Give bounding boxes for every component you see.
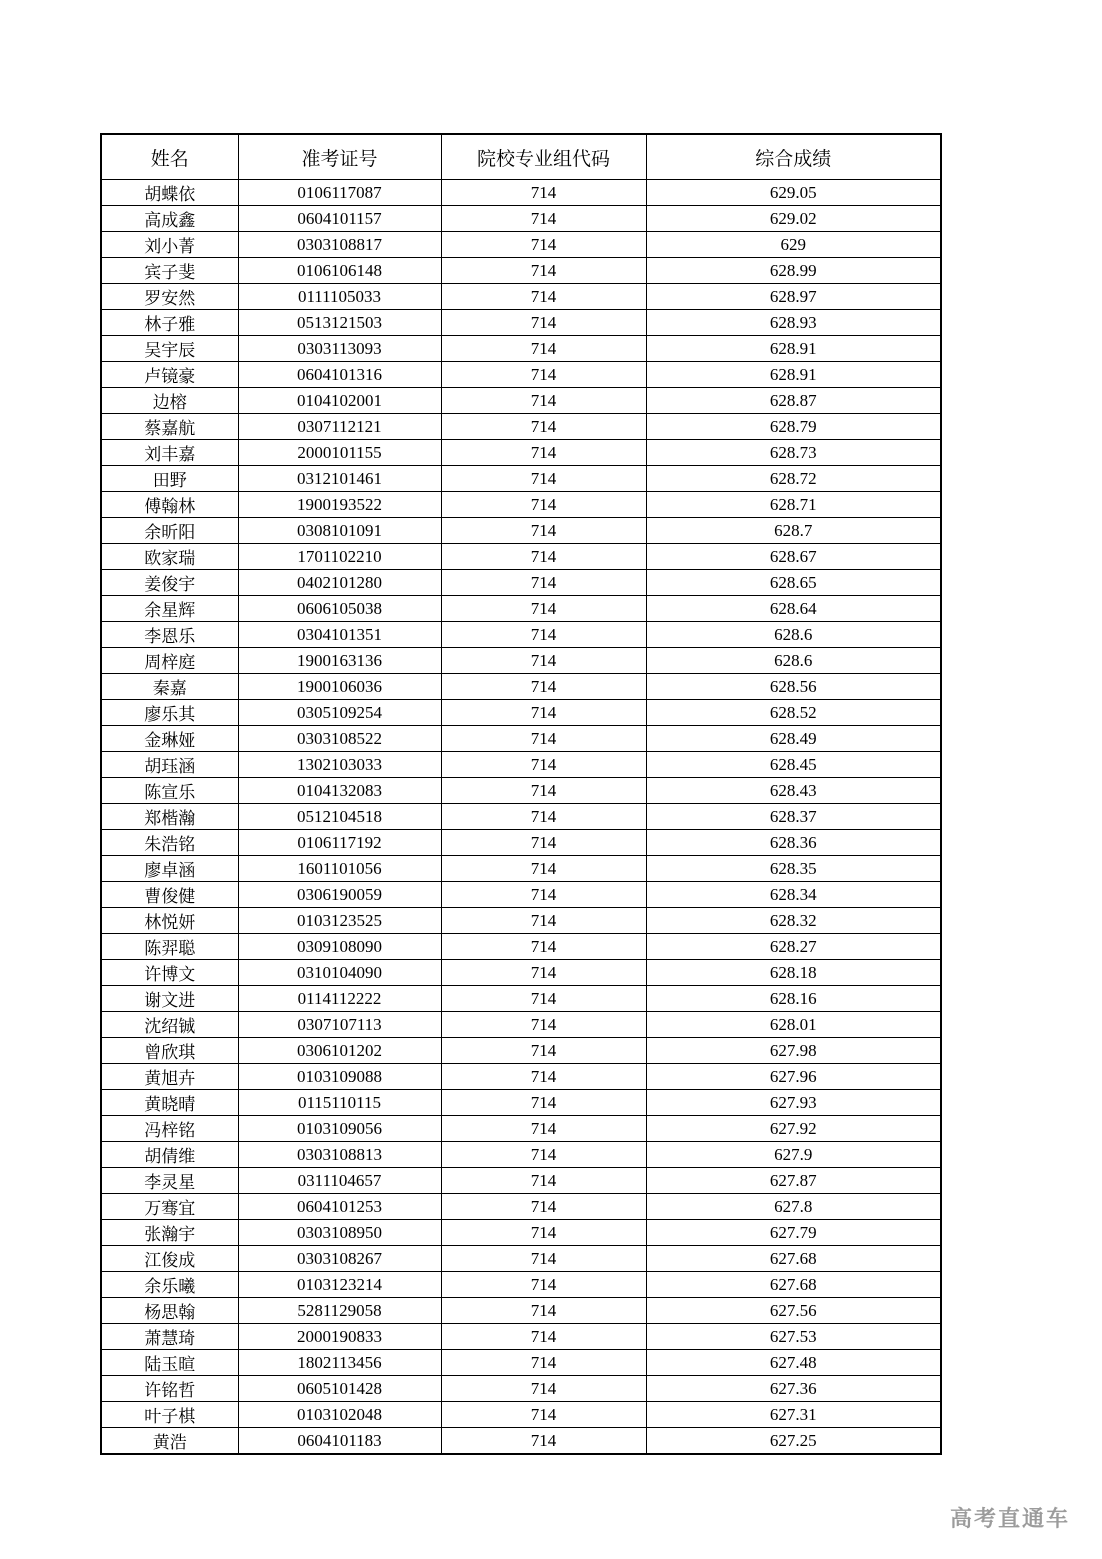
table-cell: 0104102001 bbox=[238, 388, 441, 414]
table-row bbox=[101, 518, 941, 544]
table-row bbox=[101, 1038, 941, 1064]
table-cell: 0513121503 bbox=[238, 310, 441, 336]
table-cell: 周梓庭 bbox=[101, 648, 238, 674]
table-cell: 627.92 bbox=[646, 1116, 941, 1142]
table-cell: 714 bbox=[441, 1402, 646, 1428]
table-cell: 628.36 bbox=[646, 830, 941, 856]
table-cell: 714 bbox=[441, 1220, 646, 1246]
table-cell: 冯梓铭 bbox=[101, 1116, 238, 1142]
table-row bbox=[101, 232, 941, 258]
table-cell: 万骞宜 bbox=[101, 1194, 238, 1220]
table-row bbox=[101, 1298, 941, 1324]
table-row bbox=[101, 1168, 941, 1194]
table-cell: 卢镜豪 bbox=[101, 362, 238, 388]
table-cell: 627.8 bbox=[646, 1194, 941, 1220]
table-cell: 田野 bbox=[101, 466, 238, 492]
table-cell: 2000101155 bbox=[238, 440, 441, 466]
table-cell: 714 bbox=[441, 518, 646, 544]
table-cell: 714 bbox=[441, 908, 646, 934]
table-cell: 0303108267 bbox=[238, 1246, 441, 1272]
table-cell: 628.67 bbox=[646, 544, 941, 570]
column-header: 院校专业组代码 bbox=[441, 134, 646, 180]
table-cell: 胡珏涵 bbox=[101, 752, 238, 778]
table-cell: 0103109056 bbox=[238, 1116, 441, 1142]
table-cell: 714 bbox=[441, 986, 646, 1012]
table-cell: 628.43 bbox=[646, 778, 941, 804]
table-cell: 714 bbox=[441, 856, 646, 882]
table-row bbox=[101, 180, 941, 206]
table-row bbox=[101, 362, 941, 388]
table-cell: 1802113456 bbox=[238, 1350, 441, 1376]
table-row bbox=[101, 882, 941, 908]
table-cell: 714 bbox=[441, 622, 646, 648]
table-cell: 0304101351 bbox=[238, 622, 441, 648]
table-row bbox=[101, 856, 941, 882]
table-cell: 714 bbox=[441, 440, 646, 466]
table-cell: 胡蝶依 bbox=[101, 180, 238, 206]
score-table bbox=[100, 133, 942, 1455]
table-cell: 627.68 bbox=[646, 1272, 941, 1298]
table-cell: 628.37 bbox=[646, 804, 941, 830]
table-cell: 5281129058 bbox=[238, 1298, 441, 1324]
table-row bbox=[101, 284, 941, 310]
table-row bbox=[101, 310, 941, 336]
table-cell: 廖卓涵 bbox=[101, 856, 238, 882]
table-row bbox=[101, 622, 941, 648]
table-cell: 627.96 bbox=[646, 1064, 941, 1090]
table-cell: 黄晓晴 bbox=[101, 1090, 238, 1116]
table-cell: 林悦妍 bbox=[101, 908, 238, 934]
table-cell: 2000190833 bbox=[238, 1324, 441, 1350]
table-row bbox=[101, 908, 941, 934]
table-cell: 628.7 bbox=[646, 518, 941, 544]
table-cell: 0103102048 bbox=[238, 1402, 441, 1428]
table-cell: 0605101428 bbox=[238, 1376, 441, 1402]
table-cell: 0303108817 bbox=[238, 232, 441, 258]
table-row bbox=[101, 1324, 941, 1350]
table-cell: 627.98 bbox=[646, 1038, 941, 1064]
table-cell: 0312101461 bbox=[238, 466, 441, 492]
table-cell: 628.87 bbox=[646, 388, 941, 414]
table-cell: 黄浩 bbox=[101, 1428, 238, 1455]
table-row bbox=[101, 206, 941, 232]
table-row bbox=[101, 1376, 941, 1402]
table-cell: 714 bbox=[441, 1298, 646, 1324]
table-cell: 李恩乐 bbox=[101, 622, 238, 648]
table-cell: 陆玉暄 bbox=[101, 1350, 238, 1376]
table-cell: 628.6 bbox=[646, 648, 941, 674]
table-cell: 姜俊宇 bbox=[101, 570, 238, 596]
table-row bbox=[101, 1064, 941, 1090]
table-cell: 0306190059 bbox=[238, 882, 441, 908]
table-cell: 714 bbox=[441, 258, 646, 284]
table-cell: 714 bbox=[441, 180, 646, 206]
table-cell: 628.16 bbox=[646, 986, 941, 1012]
table-cell: 714 bbox=[441, 726, 646, 752]
table-row bbox=[101, 1246, 941, 1272]
table-header-row bbox=[101, 134, 941, 180]
table-cell: 许铭哲 bbox=[101, 1376, 238, 1402]
table-cell: 0106106148 bbox=[238, 258, 441, 284]
table-cell: 曾欣琪 bbox=[101, 1038, 238, 1064]
table-cell: 714 bbox=[441, 1168, 646, 1194]
table-cell: 714 bbox=[441, 544, 646, 570]
table-cell: 0512104518 bbox=[238, 804, 441, 830]
table-cell: 0303108813 bbox=[238, 1142, 441, 1168]
table-cell: 0308101091 bbox=[238, 518, 441, 544]
table-cell: 628.52 bbox=[646, 700, 941, 726]
table-cell: 杨思翰 bbox=[101, 1298, 238, 1324]
table-cell: 0307112121 bbox=[238, 414, 441, 440]
table-cell: 714 bbox=[441, 882, 646, 908]
table-cell: 714 bbox=[441, 232, 646, 258]
table-row bbox=[101, 544, 941, 570]
table-cell: 1900193522 bbox=[238, 492, 441, 518]
table-row bbox=[101, 960, 941, 986]
table-cell: 0606105038 bbox=[238, 596, 441, 622]
table-cell: 627.56 bbox=[646, 1298, 941, 1324]
table-cell: 沈绍铖 bbox=[101, 1012, 238, 1038]
table-cell: 余昕阳 bbox=[101, 518, 238, 544]
table-cell: 628.72 bbox=[646, 466, 941, 492]
table-cell: 714 bbox=[441, 960, 646, 986]
table-cell: 627.93 bbox=[646, 1090, 941, 1116]
table-cell: 628.91 bbox=[646, 362, 941, 388]
table-cell: 714 bbox=[441, 388, 646, 414]
table-cell: 吴宇辰 bbox=[101, 336, 238, 362]
table-cell: 陈宣乐 bbox=[101, 778, 238, 804]
table-cell: 714 bbox=[441, 1350, 646, 1376]
table-cell: 627.36 bbox=[646, 1376, 941, 1402]
table-cell: 谢文进 bbox=[101, 986, 238, 1012]
table-body bbox=[101, 180, 941, 1455]
table-cell: 张瀚宇 bbox=[101, 1220, 238, 1246]
table-cell: 628.97 bbox=[646, 284, 941, 310]
table-cell: 714 bbox=[441, 934, 646, 960]
table-cell: 628.71 bbox=[646, 492, 941, 518]
table-row bbox=[101, 570, 941, 596]
table-cell: 628.93 bbox=[646, 310, 941, 336]
table-cell: 0305109254 bbox=[238, 700, 441, 726]
table-cell: 628.34 bbox=[646, 882, 941, 908]
table-cell: 628.79 bbox=[646, 414, 941, 440]
table-cell: 0604101316 bbox=[238, 362, 441, 388]
table-cell: 714 bbox=[441, 1142, 646, 1168]
table-cell: 714 bbox=[441, 830, 646, 856]
table-cell: 江俊成 bbox=[101, 1246, 238, 1272]
table-cell: 0604101183 bbox=[238, 1428, 441, 1455]
table-cell: 宾子斐 bbox=[101, 258, 238, 284]
table-cell: 628.6 bbox=[646, 622, 941, 648]
table-cell: 廖乐其 bbox=[101, 700, 238, 726]
table-cell: 628.45 bbox=[646, 752, 941, 778]
table-row bbox=[101, 1428, 941, 1455]
table-cell: 黄旭卉 bbox=[101, 1064, 238, 1090]
table-row bbox=[101, 674, 941, 700]
table-cell: 714 bbox=[441, 1038, 646, 1064]
table-cell: 714 bbox=[441, 310, 646, 336]
table-cell: 714 bbox=[441, 336, 646, 362]
table-row bbox=[101, 1402, 941, 1428]
table-cell: 余乐曦 bbox=[101, 1272, 238, 1298]
table-cell: 胡倩维 bbox=[101, 1142, 238, 1168]
table-cell: 714 bbox=[441, 362, 646, 388]
table-cell: 罗安然 bbox=[101, 284, 238, 310]
table-cell: 629 bbox=[646, 232, 941, 258]
table-cell: 高成鑫 bbox=[101, 206, 238, 232]
table-row bbox=[101, 440, 941, 466]
table-cell: 627.48 bbox=[646, 1350, 941, 1376]
table-cell: 628.01 bbox=[646, 1012, 941, 1038]
table-row bbox=[101, 1090, 941, 1116]
column-header: 综合成绩 bbox=[646, 134, 941, 180]
table-cell: 714 bbox=[441, 1376, 646, 1402]
table-row bbox=[101, 258, 941, 284]
column-header: 姓名 bbox=[101, 134, 238, 180]
table-row bbox=[101, 596, 941, 622]
watermark-text: 高考直通车 bbox=[949, 1506, 1070, 1531]
table-cell: 629.02 bbox=[646, 206, 941, 232]
table-cell: 0604101157 bbox=[238, 206, 441, 232]
table-row bbox=[101, 752, 941, 778]
table-row bbox=[101, 648, 941, 674]
table-cell: 714 bbox=[441, 414, 646, 440]
table-row bbox=[101, 1142, 941, 1168]
table-cell: 1601101056 bbox=[238, 856, 441, 882]
table-row bbox=[101, 778, 941, 804]
table-cell: 0106117192 bbox=[238, 830, 441, 856]
table-cell: 1900163136 bbox=[238, 648, 441, 674]
table-cell: 0306101202 bbox=[238, 1038, 441, 1064]
table-cell: 714 bbox=[441, 648, 646, 674]
table-cell: 627.31 bbox=[646, 1402, 941, 1428]
table-cell: 628.91 bbox=[646, 336, 941, 362]
table-cell: 0310104090 bbox=[238, 960, 441, 986]
table-row bbox=[101, 986, 941, 1012]
table-cell: 628.32 bbox=[646, 908, 941, 934]
table-cell: 714 bbox=[441, 284, 646, 310]
table-cell: 628.18 bbox=[646, 960, 941, 986]
table-cell: 714 bbox=[441, 1064, 646, 1090]
table-cell: 李灵星 bbox=[101, 1168, 238, 1194]
table-cell: 秦嘉 bbox=[101, 674, 238, 700]
table-cell: 蔡嘉航 bbox=[101, 414, 238, 440]
table-row bbox=[101, 492, 941, 518]
table-cell: 0111105033 bbox=[238, 284, 441, 310]
table-cell: 0311104657 bbox=[238, 1168, 441, 1194]
table-cell: 0307107113 bbox=[238, 1012, 441, 1038]
table-cell: 627.25 bbox=[646, 1428, 941, 1455]
table-cell: 刘丰嘉 bbox=[101, 440, 238, 466]
table-cell: 陈羿聪 bbox=[101, 934, 238, 960]
table-cell: 林子雅 bbox=[101, 310, 238, 336]
table-cell: 714 bbox=[441, 570, 646, 596]
table-cell: 朱浩铭 bbox=[101, 830, 238, 856]
table-cell: 714 bbox=[441, 752, 646, 778]
table-cell: 627.87 bbox=[646, 1168, 941, 1194]
table-row bbox=[101, 700, 941, 726]
table-cell: 1701102210 bbox=[238, 544, 441, 570]
table-cell: 714 bbox=[441, 1194, 646, 1220]
table-cell: 714 bbox=[441, 596, 646, 622]
table-cell: 628.35 bbox=[646, 856, 941, 882]
table-cell: 714 bbox=[441, 1090, 646, 1116]
table-cell: 714 bbox=[441, 1272, 646, 1298]
table-cell: 0303108522 bbox=[238, 726, 441, 752]
table-cell: 627.68 bbox=[646, 1246, 941, 1272]
table-row bbox=[101, 726, 941, 752]
table-cell: 傅翰林 bbox=[101, 492, 238, 518]
table-cell: 0115110115 bbox=[238, 1090, 441, 1116]
table-cell: 627.79 bbox=[646, 1220, 941, 1246]
table-row bbox=[101, 1194, 941, 1220]
table-row bbox=[101, 1116, 941, 1142]
table-cell: 714 bbox=[441, 778, 646, 804]
table-cell: 628.56 bbox=[646, 674, 941, 700]
table-row bbox=[101, 934, 941, 960]
table-row bbox=[101, 1012, 941, 1038]
table-cell: 0103123525 bbox=[238, 908, 441, 934]
table-cell: 0309108090 bbox=[238, 934, 441, 960]
table-cell: 714 bbox=[441, 1012, 646, 1038]
table-cell: 714 bbox=[441, 1246, 646, 1272]
table-cell: 叶子棋 bbox=[101, 1402, 238, 1428]
table-cell: 714 bbox=[441, 466, 646, 492]
table-row bbox=[101, 388, 941, 414]
table-cell: 0103109088 bbox=[238, 1064, 441, 1090]
table-cell: 曹俊健 bbox=[101, 882, 238, 908]
table-cell: 714 bbox=[441, 674, 646, 700]
table-cell: 628.64 bbox=[646, 596, 941, 622]
table-cell: 边榕 bbox=[101, 388, 238, 414]
table-cell: 628.99 bbox=[646, 258, 941, 284]
table-row bbox=[101, 1220, 941, 1246]
table-cell: 627.53 bbox=[646, 1324, 941, 1350]
table-cell: 0106117087 bbox=[238, 180, 441, 206]
table-row bbox=[101, 1350, 941, 1376]
table-cell: 欧家瑞 bbox=[101, 544, 238, 570]
table-cell: 刘小菁 bbox=[101, 232, 238, 258]
table-cell: 714 bbox=[441, 804, 646, 830]
table-row bbox=[101, 466, 941, 492]
table-row bbox=[101, 336, 941, 362]
table-cell: 0604101253 bbox=[238, 1194, 441, 1220]
table-cell: 714 bbox=[441, 1116, 646, 1142]
table-cell: 628.49 bbox=[646, 726, 941, 752]
table-row bbox=[101, 804, 941, 830]
table-cell: 许博文 bbox=[101, 960, 238, 986]
table-cell: 0104132083 bbox=[238, 778, 441, 804]
table-cell: 0303113093 bbox=[238, 336, 441, 362]
table-cell: 714 bbox=[441, 206, 646, 232]
table-cell: 1302103033 bbox=[238, 752, 441, 778]
table-cell: 1900106036 bbox=[238, 674, 441, 700]
table-cell: 余星辉 bbox=[101, 596, 238, 622]
table-cell: 628.27 bbox=[646, 934, 941, 960]
column-header: 准考证号 bbox=[238, 134, 441, 180]
table-cell: 郑楷瀚 bbox=[101, 804, 238, 830]
table-cell: 0402101280 bbox=[238, 570, 441, 596]
table-cell: 628.65 bbox=[646, 570, 941, 596]
table-cell: 714 bbox=[441, 1324, 646, 1350]
table-cell: 627.9 bbox=[646, 1142, 941, 1168]
table-cell: 628.73 bbox=[646, 440, 941, 466]
table-row bbox=[101, 1272, 941, 1298]
table-row bbox=[101, 830, 941, 856]
table-cell: 0114112222 bbox=[238, 986, 441, 1012]
table-cell: 714 bbox=[441, 700, 646, 726]
table-cell: 金琳娅 bbox=[101, 726, 238, 752]
table-cell: 714 bbox=[441, 492, 646, 518]
table-cell: 萧慧琦 bbox=[101, 1324, 238, 1350]
table-row bbox=[101, 414, 941, 440]
table-cell: 0103123214 bbox=[238, 1272, 441, 1298]
table-cell: 629.05 bbox=[646, 180, 941, 206]
table-cell: 714 bbox=[441, 1428, 646, 1455]
table-cell: 0303108950 bbox=[238, 1220, 441, 1246]
